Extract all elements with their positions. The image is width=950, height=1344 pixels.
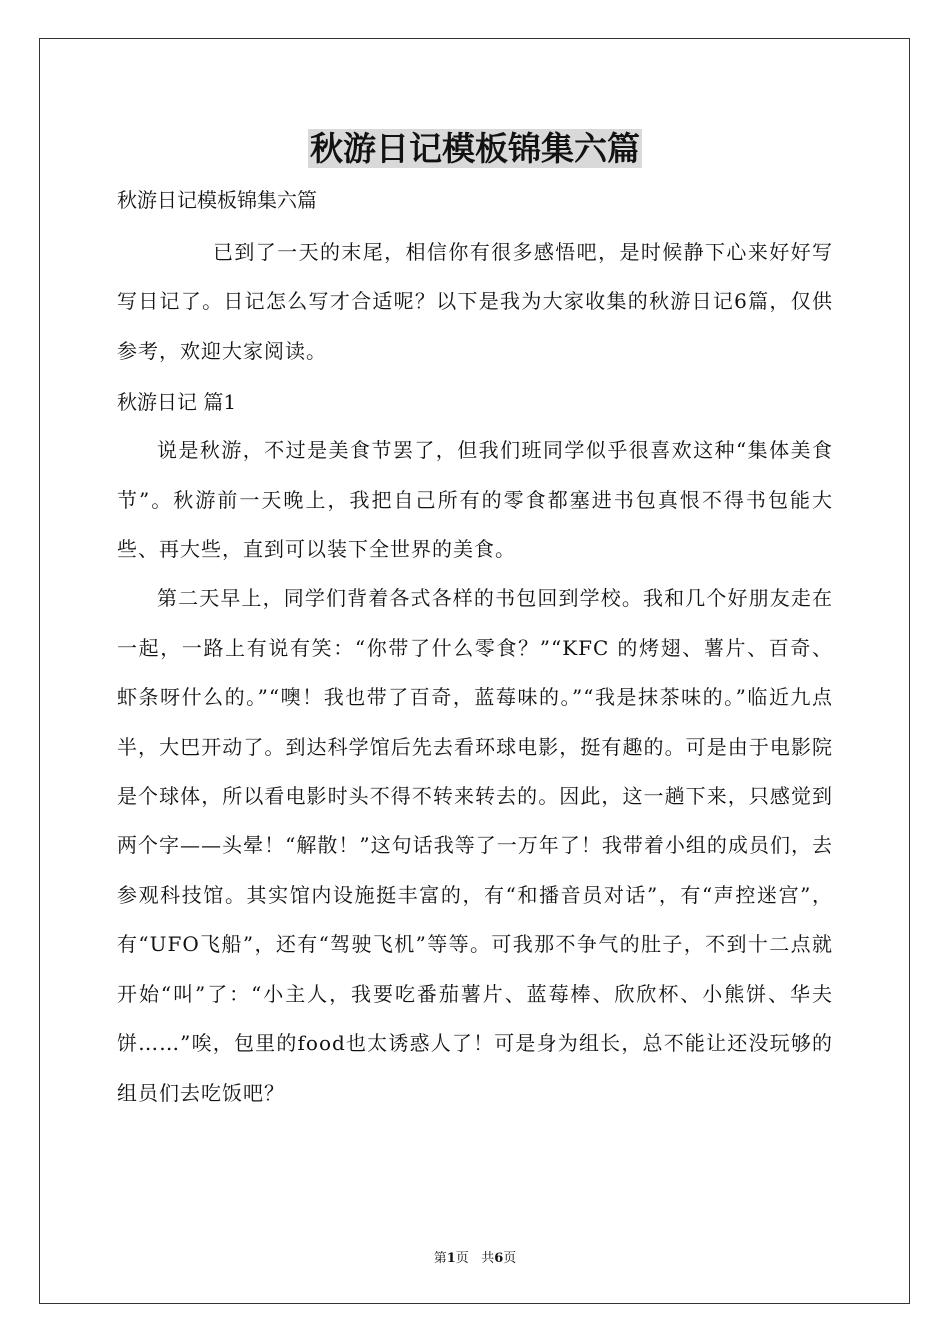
document-title-text: 秋游日记模板锦集六篇 — [310, 129, 640, 168]
document-subtitle: 秋游日记模板锦集六篇 — [117, 188, 317, 212]
footer-page-number: 1 — [446, 1251, 456, 1266]
footer-total-pages: 6 — [494, 1251, 504, 1266]
page-footer — [0, 1247, 950, 1266]
document-title — [0, 127, 950, 171]
section-heading: 秋游日记 篇1 — [117, 390, 237, 415]
body-paragraph-1: 说是秋游，不过是美食节罢了，但我们班同学似乎很喜欢这种“集体美食节”。秋游前一天晚上，我把自己所有的零食都塞进书包真恨不得书包能大些、再大些，直到可以装下全世界的美食。 — [117, 438, 833, 562]
body-paragraph-2: 第二天早上，同学们背着各式各样的书包回到学校。我和几个好朋友走在一起，一路上有说有笑：“你带了什么零食？”“KFC 的烤翅、薯片、百奇、虾条呀什么的。”“噢！我也带了百奇，蓝莓味的。”“我是抹茶味的。”临近九点半，大巴开动了。到达科学馆后先去看环球电影，挺有趣的。可是由于电影院是个球体，所以看电影时头不得不转来转去的。因此，这一趟下来，只感觉到两个字——头晕！“解散！”这句话我等了一万年了！我带着小组的成员们，去参观科技馆。其实馆内设施挺丰富的，有“和播音员对话”，有“声控迷宫”，有“UFO飞船”，还有“驾驶飞机”等等。可我那不争气的肚子，不到十二点就开始“叫”了：“小主人，我要吃番茄薯片、蓝莓棒、欣欣杯、小熊饼、华夫饼……”唉，包里的food也太诱惑人了！可是身为组长，总不能让还没玩够的组员们去吃饭吧？ — [117, 586, 833, 1105]
footer-total-prefix: 共 — [481, 1251, 495, 1266]
footer-page-prefix: 第 — [433, 1251, 447, 1266]
footer-page-suffix: 页 — [455, 1251, 469, 1266]
intro-paragraph: 已到了一天的末尾，相信你有很多感悟吧，是时候静下心来好好写写日记了。日记怎么写才合适呢？以下是我为大家收集的秋游日记6篇，仅供参考，欢迎大家阅读。 — [117, 240, 833, 363]
footer-total-suffix: 页 — [503, 1251, 517, 1266]
document-body — [117, 180, 833, 1118]
